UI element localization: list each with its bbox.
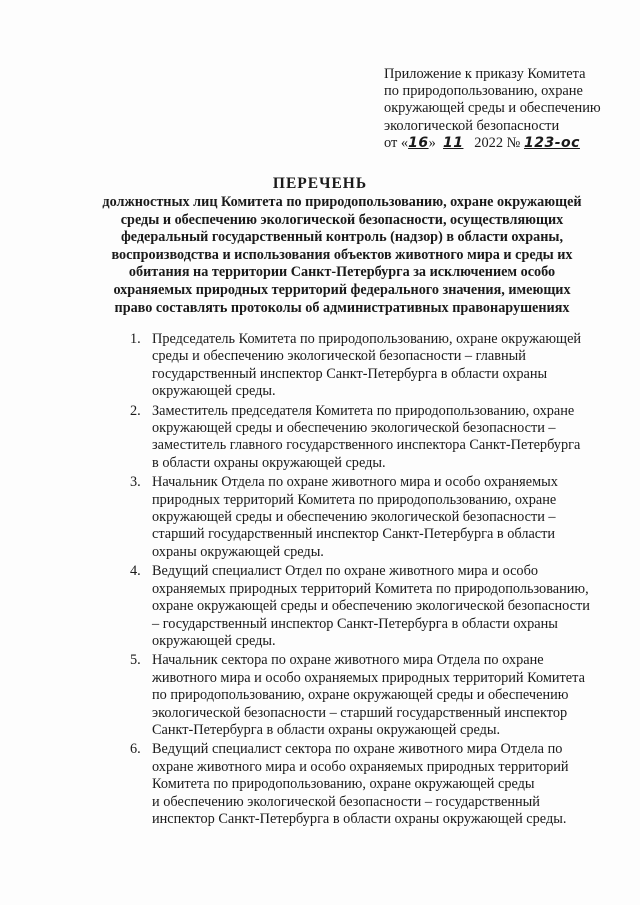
item-line: природных территорий Комитета по природопользованию, охране xyxy=(152,491,557,508)
item-line: старший государственный инспектор Санкт-Петербурга в области xyxy=(152,526,556,543)
item-line: Начальник сектора по охране животного мира Отдела по охране xyxy=(152,652,544,669)
date-prefix: от « xyxy=(384,134,409,151)
annex-line: Приложение к приказу Комитета xyxy=(384,66,586,82)
item-line: окружающей среды и обеспечению экологической безопасности – xyxy=(152,420,556,437)
item-line: окружающей среды и обеспечению экологической безопасности – xyxy=(152,509,556,526)
list-item xyxy=(124,474,616,561)
handwritten-month: 11 xyxy=(442,134,464,151)
subtitle-line: должностных лиц Комитета по природопользованию, охране окружающей xyxy=(102,194,582,210)
item-number: 3. xyxy=(130,474,141,491)
item-number: 1. xyxy=(130,331,141,347)
subtitle-line: охраняемых природных территорий федерального значения, имеющих xyxy=(113,281,571,298)
document-title: ПЕРЕЧЕНЬ xyxy=(272,175,368,192)
subtitle-line: федеральный государственный контроль (надзор) в области охраны, xyxy=(120,229,564,246)
item-line: государственный инспектор Санкт-Петербурга в области охраны xyxy=(152,365,548,382)
item-line: – государственный инспектор Санкт-Петербурга в области охраны xyxy=(152,615,558,632)
item-line: по природопользованию, охране окружающей среды и обеспечению xyxy=(152,687,569,704)
item-line: Начальник Отдела по охране животного мира и особо охраняемых xyxy=(152,474,558,491)
item-line: Ведущий специалист Отдел по охране животного мира и особо xyxy=(152,563,538,580)
item-line: экологической безопасности – старший государственный инспектор xyxy=(152,704,568,721)
annex-line: экологической безопасности xyxy=(384,117,560,134)
item-line: среды и обеспечению экологической безопасности – главный xyxy=(152,348,526,365)
item-line: охране окружающей среды и обеспечению экологической безопасности xyxy=(152,598,590,615)
subtitle-line: обитания на территории Санкт-Петербурга за исключением особо xyxy=(128,264,556,281)
list-item xyxy=(124,563,616,650)
item-line: Санкт-Петербурга в области охраны окружающей среды. xyxy=(152,721,501,738)
item-line: животного мира и особо охраняемых природных территорий Комитета xyxy=(152,669,585,686)
officials-list xyxy=(124,331,616,830)
list-item xyxy=(124,403,616,473)
order-date-line xyxy=(384,135,624,152)
document-subtitle xyxy=(72,194,612,317)
subtitle-line: воспроизводства и использования объектов животного мира и среды их xyxy=(111,246,573,263)
item-line: заместитель главного государственного инспектора Санкт-Петербурга xyxy=(152,437,581,454)
list-item xyxy=(124,652,616,739)
item-line: и обеспечению экологической безопасности – государственный xyxy=(152,793,540,810)
subtitle-line: среды и обеспечению экологической безопасности, осуществляющих xyxy=(120,211,564,228)
subtitle-line: право составлять протоколы об административных правонарушениях xyxy=(114,299,570,316)
item-number: 4. xyxy=(130,563,141,580)
item-line: охраны окружающей среды. xyxy=(152,543,324,560)
annex-line: по природопользованию, охране xyxy=(384,83,583,100)
annex-line: окружающей среды и обеспечению xyxy=(384,100,601,117)
item-number: 2. xyxy=(130,402,141,419)
item-line: окружающей среды. xyxy=(152,383,276,400)
item-line: Заместитель председателя Комитета по природопользованию, охране xyxy=(152,402,575,419)
item-line: инспектор Санкт-Петербурга в области охраны окружающей среды. xyxy=(152,810,567,827)
list-item xyxy=(124,331,616,401)
item-line: охраняемых природных территорий Комитета по природопользованию, xyxy=(152,580,589,597)
annex-block xyxy=(384,66,624,152)
list-item xyxy=(124,741,616,828)
item-number: 6. xyxy=(130,741,141,758)
item-line: окружающей среды. xyxy=(152,632,276,649)
year-and-number-sign: 2022 № xyxy=(474,134,521,151)
item-number: 5. xyxy=(130,652,141,669)
item-line: охране животного мира и особо охраняемых природных территорий xyxy=(152,758,569,775)
item-line: Председатель Комитета по природопользованию, охране окружающей xyxy=(152,331,582,347)
item-line: в области охраны окружающей среды. xyxy=(152,454,386,471)
handwritten-day: 16 xyxy=(408,134,429,151)
item-line: Комитета по природопользованию, охране окружающей среды xyxy=(152,776,535,793)
item-line: Ведущий специалист сектора по охране животного мира Отдела по xyxy=(152,741,563,758)
date-close-quote: » xyxy=(428,134,436,151)
handwritten-order-number: 123-ос xyxy=(523,134,580,151)
